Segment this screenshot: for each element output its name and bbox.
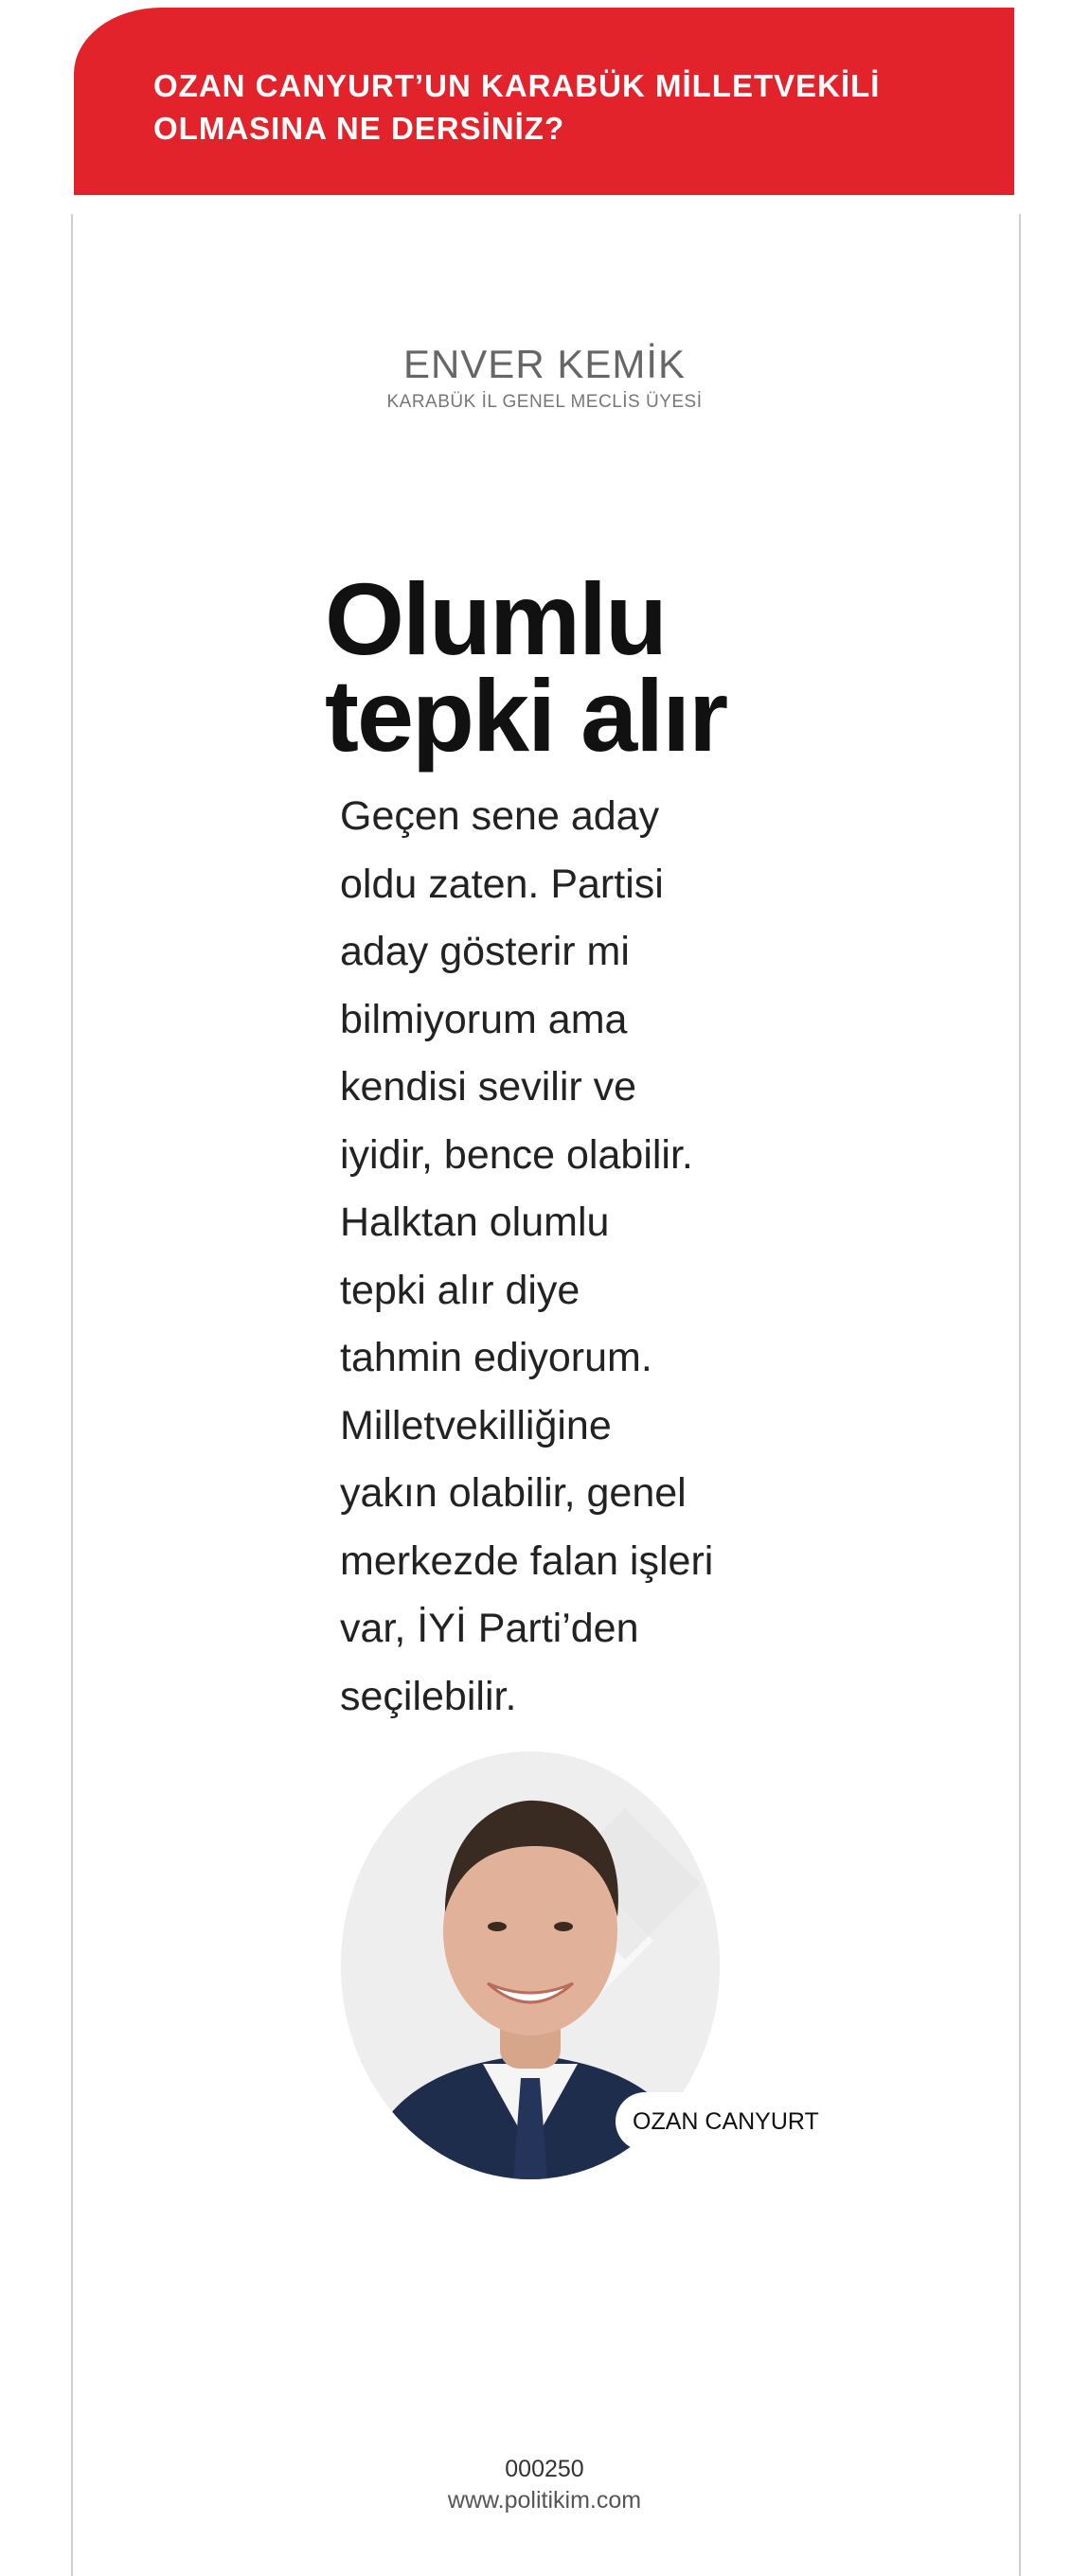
- author-role: KARABÜK İL GENEL MECLİS ÜYESİ: [386, 392, 703, 412]
- left-border-rule: [71, 214, 73, 2576]
- article-body: Geçen sene aday oldu zaten. Partisi aday gösterir mi bilmiyorum ama kendisi sevilir ve iyidir, bence olabilir. Halktan olumlu tepki alır diye tahmin ediyorum. Milletvekilliğine yakın olabilir, genel merkezde falan işleri var, İYİ Parti’den seçilebilir.: [340, 793, 714, 1719]
- author-block: [0, 341, 1089, 413]
- headline-line-2: tepki alır: [325, 658, 727, 773]
- photo-caption: OZAN CANYURT: [616, 2092, 836, 2151]
- header-title-line-1: OZAN CANYURT’UN KARABÜK MİLLETVEKİLİ: [153, 68, 881, 103]
- article-headline: [325, 561, 855, 773]
- header-title: [153, 64, 968, 150]
- header-title-line-2: OLMASINA NE DERSİNİZ?: [153, 111, 565, 146]
- header-banner: [74, 8, 1014, 195]
- right-border-rule: [1019, 214, 1021, 2576]
- headline-line-1: Olumlu: [325, 561, 666, 676]
- footer-code: 000250: [505, 2456, 584, 2482]
- footer-url[interactable]: www.politikim.com: [447, 2487, 642, 2514]
- footer: [0, 2454, 1089, 2516]
- author-name: ENVER KEMİK: [402, 342, 687, 386]
